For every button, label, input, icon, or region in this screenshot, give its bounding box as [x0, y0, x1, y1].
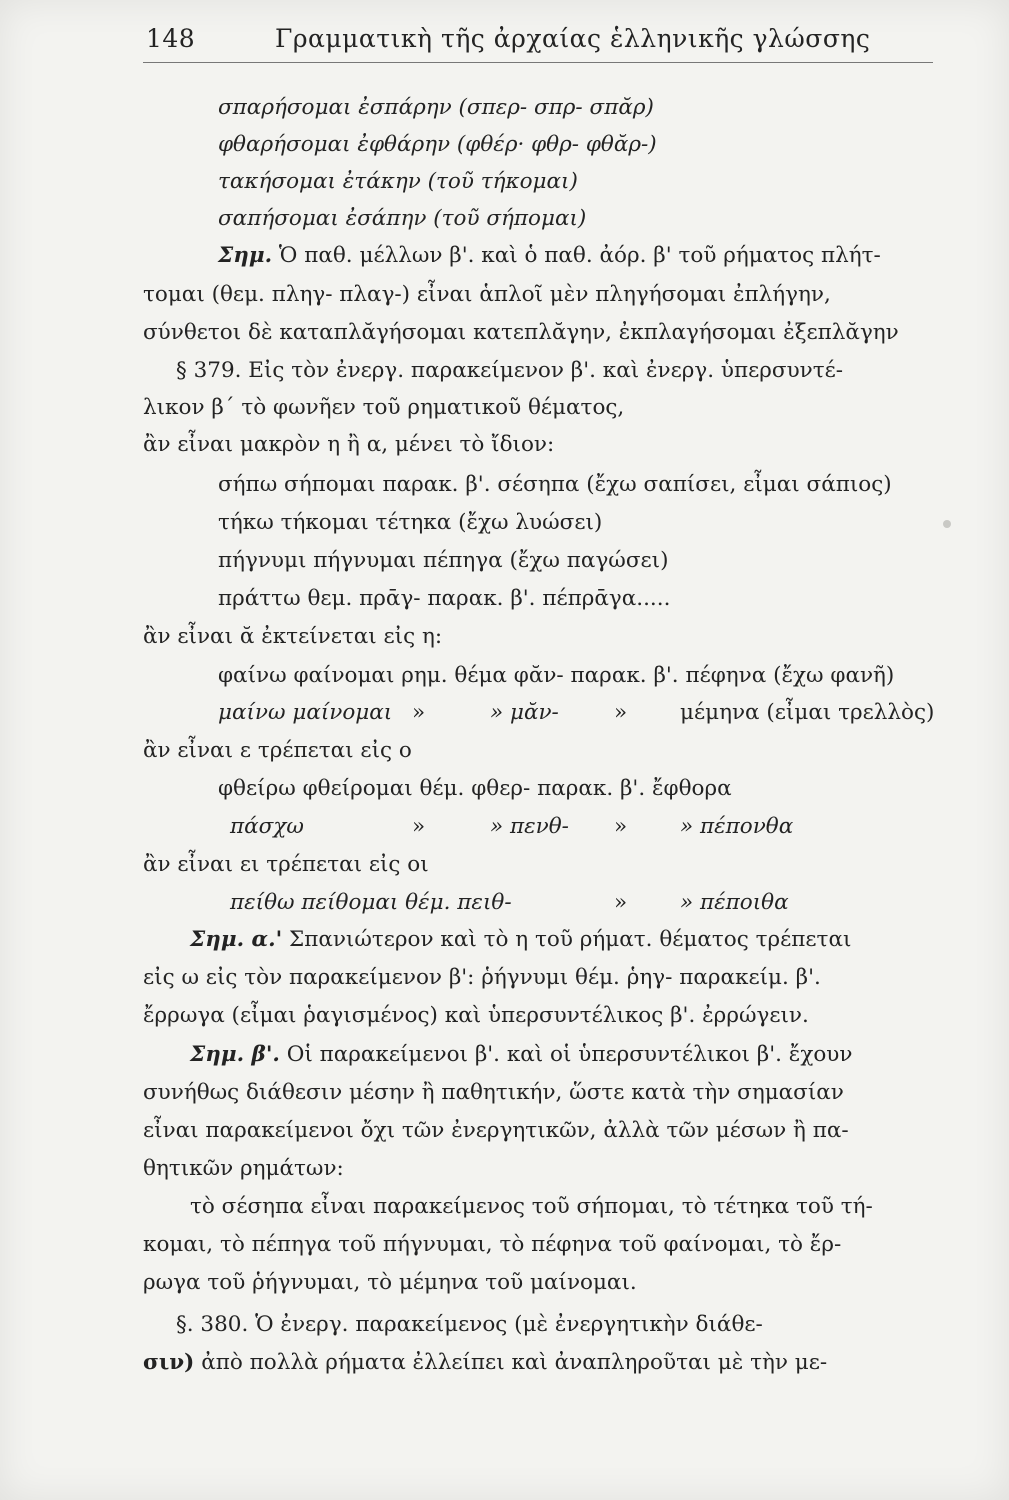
table-cell: » πέποιθα	[680, 890, 789, 915]
table-cell: » πενθ-	[490, 814, 569, 839]
text-line: λικον β΄ τὸ φωνῆεν τοῦ ρηματικοῦ θέματος,	[143, 395, 625, 420]
example-line: σήπω σήπομαι παρακ. β'. σέσηπα (ἔχω σαπίσει, εἶμαι σάπιος)	[218, 472, 892, 497]
ditto-mark: »	[614, 700, 628, 725]
text-line: σύνθετοι δὲ καταπλᾰγήσομαι κατεπλᾰγην, ἐκπλαγήσομαι ἐξεπλᾰγην	[143, 320, 899, 345]
header-rule	[143, 62, 933, 63]
note-label: Σημ. β'.	[190, 1042, 280, 1067]
text-line: τὸ σέσηπα εἶναι παρακείμενος τοῦ σήπομαι, τὸ τέτηκα τοῦ τή-	[190, 1194, 873, 1219]
example-line: φθείρω φθείρομαι θέμ. φθερ- παρακ. β'. ἔφθορα	[218, 776, 732, 801]
note-line	[218, 241, 881, 271]
line-text: ἀπὸ πολλὰ ρήματα ἐλλείπει καὶ ἀναπληροῦται μὲ τὴν με-	[194, 1350, 828, 1375]
table-cell: μαίνω μαίνομαι	[218, 700, 393, 725]
ditto-mark: »	[614, 890, 628, 915]
note-line	[190, 1040, 852, 1070]
ditto-mark: »	[614, 814, 628, 839]
page-number: 148	[146, 24, 196, 53]
verb-line: σαπήσομαι ἐσάπην (τοῦ σήπομαι)	[218, 206, 587, 231]
text-line: τομαι (θεμ. πληγ- πλαγ-) εἶναι ἁπλοῖ μὲν πληγήσομαι ἐπλήγην,	[143, 282, 831, 307]
table-cell: πείθω πείθομαι θέμ. πειθ-	[230, 890, 512, 915]
note-label: Σημ. α.'	[190, 927, 283, 952]
text-line: συνήθως διάθεσιν μέσην ἢ παθητικήν, ὥστε κατὰ τὴν σημασίαν	[143, 1080, 844, 1105]
example-line: πράττω θεμ. πρᾱγ- παρακ. β'. πέπρᾱγα.....	[218, 586, 671, 611]
table-cell: » μᾰν-	[490, 700, 559, 725]
note-label: Σημ.	[218, 243, 273, 268]
verb-line: τακήσομαι ἐτάκην (τοῦ τήκομαι)	[218, 169, 578, 194]
table-cell: » πέπονθα	[680, 814, 794, 839]
paper-speck	[943, 520, 951, 528]
verb-line: φθαρήσομαι ἐφθάρην (φθέρ· φθρ- φθᾰρ-)	[218, 132, 657, 157]
note-text: Οἱ παρακείμενοι β'. καὶ οἱ ὑπερσυντέλικοι β'. ἔχουν	[279, 1042, 853, 1067]
running-title: Γραμματικὴ τῆς ἀρχαίας ἑλληνικῆς γλώσσης	[275, 24, 871, 53]
example-line: πήγνυμι πήγνυμαι πέπηγα (ἔχω παγώσει)	[218, 548, 669, 573]
bold-word: σιν)	[143, 1350, 195, 1375]
note-text: Σπανιώτερον καὶ τὸ η τοῦ ρήματ. θέματος τρέπεται	[282, 927, 852, 952]
section-379-line: § 379. Εἰς τὸν ἐνεργ. παρακείμενον β'. καὶ ἐνεργ. ὑπερσυντέ-	[176, 358, 844, 383]
table-cell: πάσχω	[230, 814, 304, 839]
text-line: θητικῶν ρημάτων:	[143, 1156, 344, 1181]
text-line	[143, 1348, 827, 1378]
text-line: ἂν εἶναι μακρὸν η ἢ α, μένει τὸ ἴδιον:	[143, 432, 555, 457]
note-line	[190, 925, 851, 955]
verb-line: σπαρήσομαι ἐσπάρην (σπερ- σπρ- σπᾰρ)	[218, 95, 654, 120]
example-line: φαίνω φαίνομαι ρημ. θέμα φᾰν- παρακ. β'. πέφηνα (ἔχω φανῆ)	[218, 663, 895, 688]
text-line: ἔρρωγα (εἶμαι ῥαγισμένος) καὶ ὑπερσυντέλικος β'. ἐρρώγειν.	[143, 1003, 809, 1028]
text-line: ἂν εἶναι ε τρέπεται εἰς ο	[143, 738, 412, 763]
text-line: ἂν εἶναι ᾰ ἐκτείνεται εἰς η:	[143, 624, 443, 649]
text-line: εἶναι παρακείμενοι ὄχι τῶν ἐνεργητικῶν, ἀλλὰ τῶν μέσων ἢ πα-	[143, 1118, 849, 1143]
text-line: ρωγα τοῦ ῥήγνυμαι, τὸ μέμηνα τοῦ μαίνομαι.	[143, 1270, 637, 1295]
text-line: εἰς ω εἰς τὸν παρακείμενον β': ῥήγνυμι θέμ. ῥηγ- παρακείμ. β'.	[143, 965, 821, 990]
table-cell: μέμηνα (εἶμαι τρελλὸς)	[680, 700, 935, 725]
ditto-mark: »	[412, 700, 426, 725]
section-380-line: §. 380. Ὁ ἐνεργ. παρακείμενος (μὲ ἐνεργητικὴν διάθε-	[176, 1312, 763, 1337]
text-line: ἂν εἶναι ει τρέπεται εἰς οι	[143, 852, 429, 877]
ditto-mark: »	[412, 814, 426, 839]
page-header	[143, 18, 943, 58]
note-text: Ὁ παθ. μέλλων β'. καὶ ὁ παθ. ἀόρ. β' τοῦ ρήματος πλήτ-	[272, 243, 881, 268]
example-line: τήκω τήκομαι τέτηκα (ἔχω λυώσει)	[218, 510, 603, 535]
text-line: κομαι, τὸ πέπηγα τοῦ πήγνυμαι, τὸ πέφηνα τοῦ φαίνομαι, τὸ ἔρ-	[143, 1232, 842, 1257]
